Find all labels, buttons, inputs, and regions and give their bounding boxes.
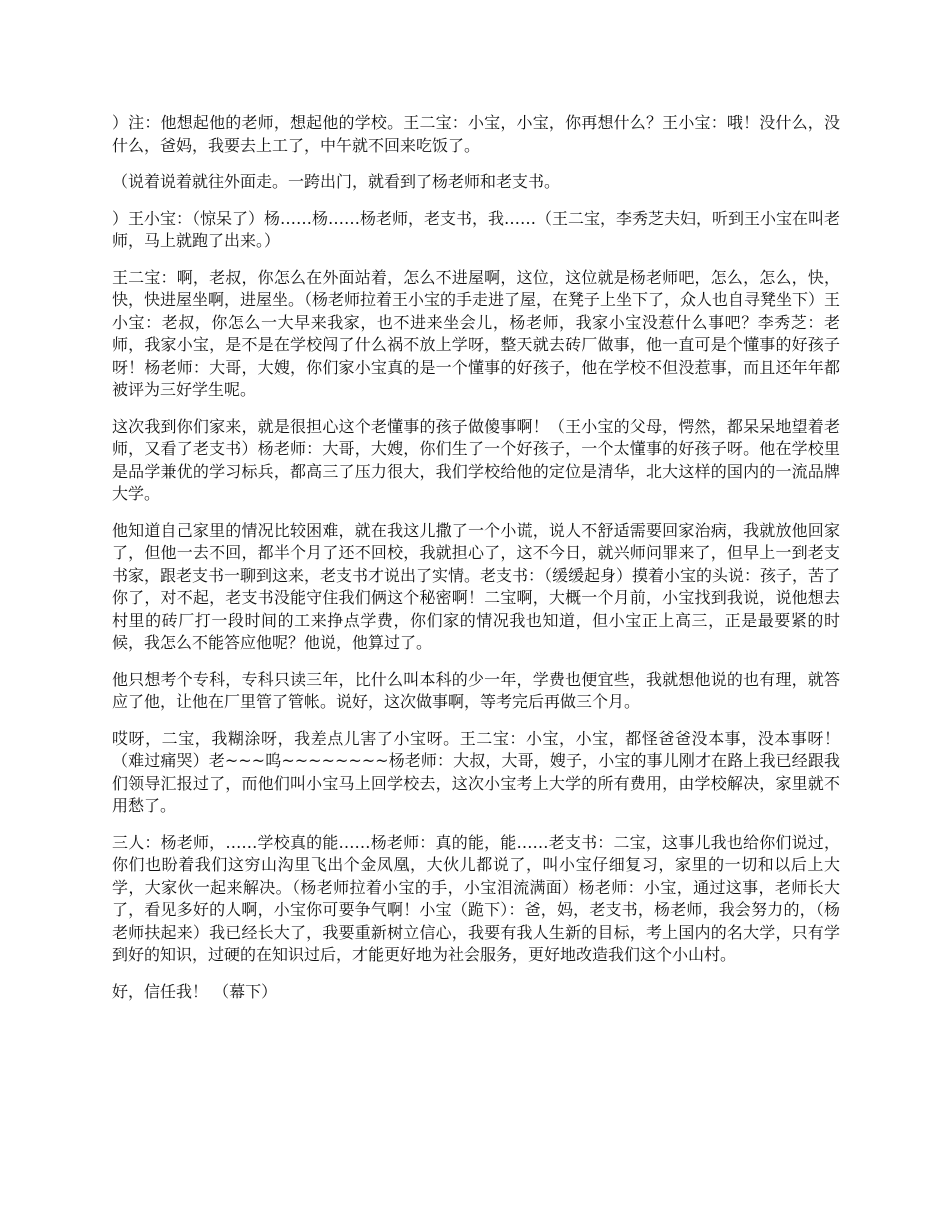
document-body (112, 112, 840, 1003)
paragraph-9: 三人：杨老师，……学校真的能……杨老师：真的能，能……老支书：二宝，这事儿我也给你们说过，你们也盼着我们这穷山沟里飞出个金凤凰，大伙儿都说了，叫小宝仔细复习，家里的一切和以后上大学，大家伙一起来解决。（杨老师拉着小宝的手，小宝泪流满面）杨老师：小宝，通过这事，老师长大了，看见多好的人啊，小宝你可要争气啊！小宝（跪下）：爸，妈，老支书，杨老师，我会努力的，（杨老师扶起来）我已经长大了，我要重新树立信心，我要有我人生新的目标，考上国内的名大学，只有学到好的知识，过硬的在知识过后，才能更好地为社会服务，更好地改造我们这个小山村。 (112, 832, 840, 964)
paragraph-4: 王二宝：啊，老叔，你怎么在外面站着，怎么不进屋啊，这位，这位就是杨老师吧，怎么，怎么，快，快，快进屋坐啊，进屋坐。（杨老师拉着王小宝的手走进了屋，在凳子上坐下了，众人也自寻凳坐下）王小宝：老叔，你怎么一大早来我家，也不进来坐会儿，杨老师，我家小宝没惹什么事吧？李秀芝：老师，我家小宝，是不是在学校闯了什么祸不放上学呀，整天就去砖厂做事，他一直可是个懂事的好孩子呀！杨老师：大哥，大嫂，你们家小宝真的是一个懂事的好孩子，他在学校不但没惹事，而且还年年都被评为三好学生呢。 (112, 267, 841, 399)
paragraph-2: （说着说着就往外面走。一跨出门，就看到了杨老师和老支书。 (112, 172, 561, 191)
paragraph-10: 好，信任我！ （幕下） (112, 981, 278, 1001)
paragraph-7: 他只想考个专科，专科只读三年，比什么叫本科的少一年，学费也便宜些，我就想他说的也有理，就答应了他，让他在厂里管了管帐。说好，这次做事啊，等考完后再做三个月。 (112, 669, 840, 711)
paragraph-1: ）注：他想起他的老师，想起他的学校。王二宝：小宝，小宝，你再想什么？王小宝：哦！没什么，没什么，爸妈，我要去上工了，中午就不回来吃饭了。 (112, 113, 840, 155)
paragraph-6: 他知道自己家里的情况比较困难，就在我这儿撒了一个小谎，说人不舒适需要回家治病，我就放他回家了，但他一去不回，都半个月了还不回校，我就担心了，这不今日，就兴师问罪来了，但早上一到老支书家，跟老支书一聊到这来，老支书才说出了实情。老支书：（缓缓起身）摸着小宝的头说：孩子，苦了你了，对不起，老支书没能守住我们俩这个秘密啊！二宝啊，大概一个月前，小宝找到我说，说他想去村里的砖厂打一段时间的工来挣点学费，你们家的情况我也知道，但小宝正上高三，正是最要紧的时候，我怎么不能答应他呢？他说，他算过了。 (112, 520, 841, 652)
paragraph-8: 哎呀，二宝，我糊涂呀，我差点儿害了小宝呀。王二宝：小宝，小宝，都怪爸爸没本事，没本事呀！（难过痛哭）老~~~呜~~~~~~~~杨老师：大叔，大哥，嫂子，小宝的事儿刚才在路上我已经跟我们领导汇报过了，而他们叫小宝马上回学校去，这次小宝考上大学的所有费用，由学校解决，家里就不用愁了。 (112, 728, 840, 815)
paragraph-5: 这次我到你们家来，就是很担心这个老懂事的孩子做傻事啊！（王小宝的父母，愕然，都呆呆地望着老师，又看了老支书）杨老师：大哥，大嫂，你们生了一个好孩子，一个太懂事的好孩子呀。他在学校里是品学兼优的学习标兵，都高三了压力很大，我们学校给他的定位是清华，北大这样的国内的一流品牌大学。 (112, 416, 840, 503)
paragraph-3: ）王小宝：（惊呆了）杨……杨……杨老师，老支书，我……（王二宝，李秀芝夫妇，听到王小宝在叫老师，马上就跑了出来。） (112, 208, 841, 250)
